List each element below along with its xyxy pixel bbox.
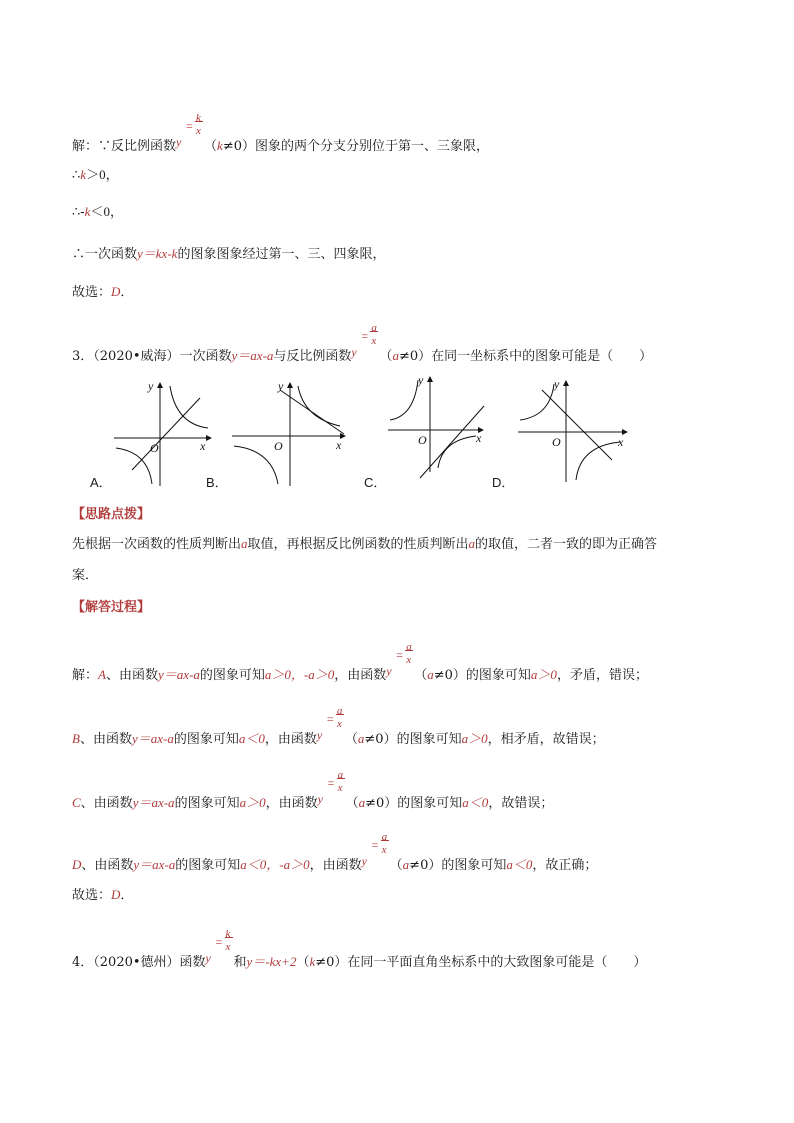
solution-line-2: ∴k＞0，: [72, 167, 119, 183]
graph-option-b: [228, 378, 348, 488]
question-4-stem: 4．（2020•德州）函数 = k x y 和y＝-kx+2（k≠0）在同一平面直角坐标系中的大致图象可能是（ ）: [72, 928, 647, 970]
x-axis-label: x: [200, 439, 206, 453]
fraction-a-over-x: = a x y: [316, 705, 343, 742]
process-answer: 故选：D．: [72, 887, 134, 903]
process-row-b: B、由函数y＝ax-a的图象可知a＜0，由函数 = a x y （a≠0）的图象可知a＞0，相矛盾，故错误；: [72, 705, 605, 747]
process-row-c: C、由函数y＝ax-a的图象可知a＞0，由函数 = a x y （a≠0）的图象可知a＜0，故错误；: [72, 769, 554, 811]
process-title: 【解答过程】: [72, 600, 151, 615]
fraction-k-over-x: = k x y: [176, 130, 204, 150]
x-axis-label: x: [336, 438, 342, 452]
y-axis-label: y: [418, 373, 424, 387]
fraction-a-over-x: = a x y: [351, 322, 377, 359]
solution-answer: 故选：D．: [72, 284, 134, 300]
fraction-a-over-x: = a x y: [361, 831, 388, 868]
y-axis-label: y: [554, 377, 560, 391]
origin-label: O: [552, 435, 561, 449]
option-c-label[interactable]: C．: [364, 475, 387, 490]
fraction-a-over-x: = a x y: [317, 769, 344, 806]
solution-line-4: ∴一次函数y＝kx-k的图象图象经过第一、三、四象限，: [72, 246, 386, 262]
x-axis-label: x: [476, 431, 482, 445]
option-a-label[interactable]: A．: [90, 475, 112, 490]
option-b-label[interactable]: B．: [206, 475, 228, 490]
solution-line-1: 解：∵反比例函数 = k x y （k≠0）图象的两个分支分别位于第一、三象限，: [72, 112, 489, 154]
origin-label: O: [274, 439, 283, 453]
hint-text-1: 先根据一次函数的性质判断出a取值，再根据反比例函数的性质判断出a的取值，二者一致的即为正确答: [72, 536, 658, 552]
text: 解：∵反比例函数: [72, 139, 177, 154]
fraction-a-over-x: = a x y: [386, 641, 412, 678]
hint-title: 【思路点拨】: [72, 507, 151, 522]
question-3-stem: 3．（2020•威海）一次函数y＝ax-a与反比例函数 = a x y （a≠0）在同一坐标系中的图象可能是（ ）: [72, 322, 653, 364]
fraction-k-over-x: = k x y: [206, 946, 234, 966]
y-axis-label: y: [148, 379, 154, 393]
graph-option-a: [108, 378, 218, 488]
y-axis-label: y: [278, 379, 284, 393]
x-axis-label: x: [618, 435, 624, 449]
graph-option-c: [384, 372, 494, 482]
process-row-d: D、由函数y＝ax-a的图象可知a＜0，-a＞0，由函数 = a x y （a≠0）的图象可知a＜0，故正确；: [72, 831, 598, 873]
option-d-label[interactable]: D．: [492, 475, 515, 490]
solution-line-3: ∴-k＜0，: [72, 204, 123, 220]
graph-option-d: [514, 376, 634, 486]
origin-label: O: [418, 433, 427, 447]
hint-text-2: 案．: [72, 568, 99, 583]
origin-label: O: [150, 441, 159, 455]
process-row-a: 解：A、由函数y＝ax-a的图象可知a＞0，-a＞0，由函数 = a x y （a≠0）的图象可知a＞0，矛盾，错误；: [72, 641, 648, 683]
